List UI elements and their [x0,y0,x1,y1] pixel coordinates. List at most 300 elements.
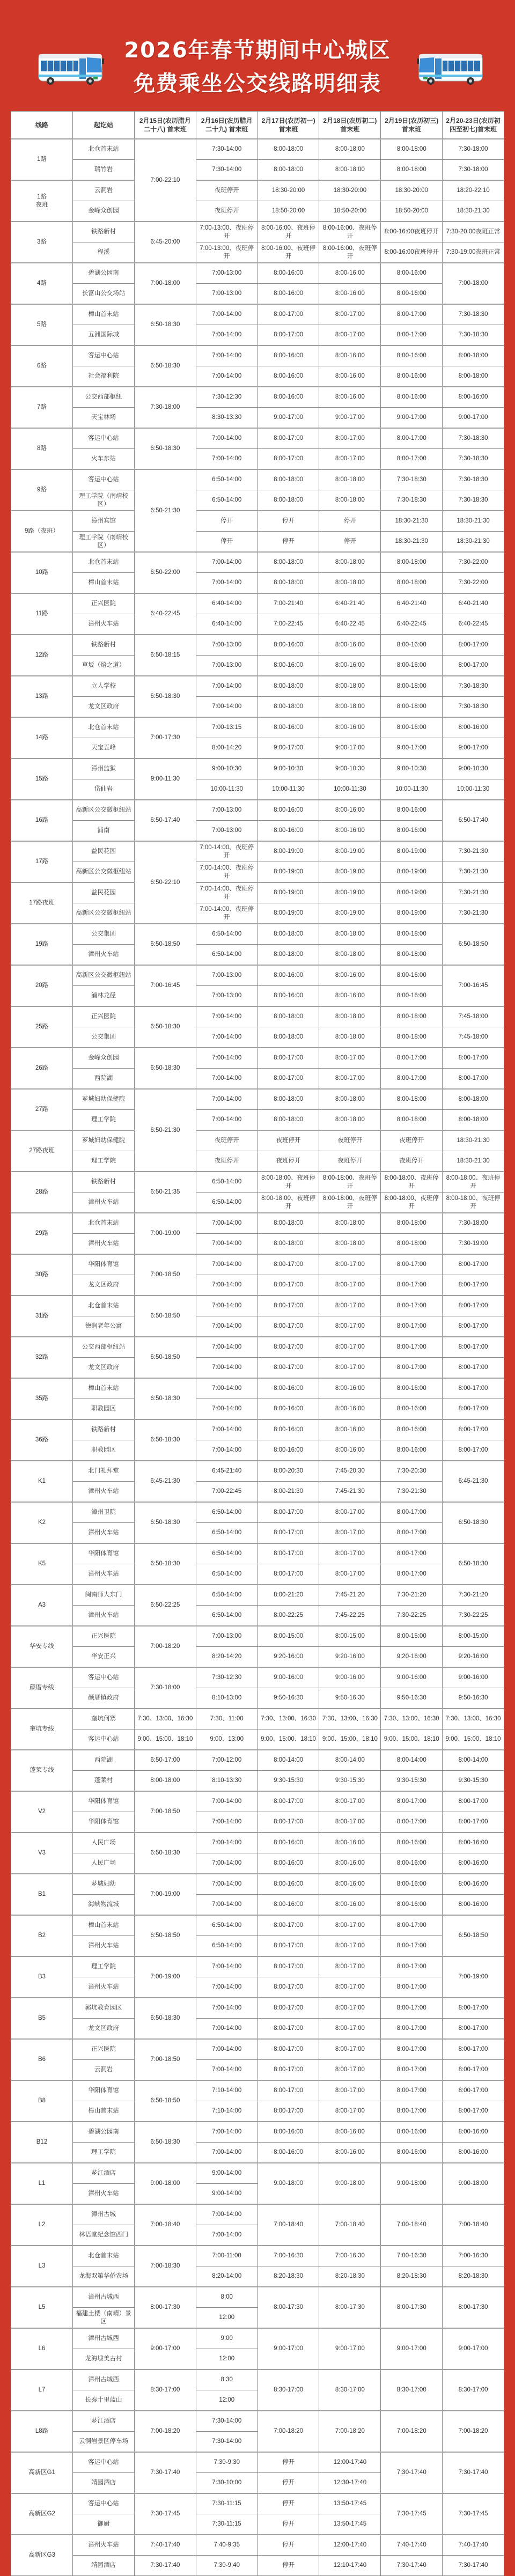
schedule-cell-feb15: 6:50-18:50 [135,1337,196,1378]
station-name-cell: 铁路新村 [73,1419,135,1440]
table-row [11,1419,504,1440]
schedule-cell-feb19: 8:00-16:00 [381,1853,443,1874]
table-row [11,1998,504,2019]
schedule-cell-feb18: 8:00-17:00 [319,2060,381,2081]
schedule-cell-feb19: 8:00-17:00 [381,1915,443,1936]
schedule-cell-feb17: 8:00-19:00 [258,841,319,862]
table-row [11,325,504,346]
table-row [11,242,504,263]
schedule-cell-feb19: 9:00、15:00、18:10 [381,1729,443,1750]
schedule-cell-feb18: 8:00-18:00、夜班停开 [319,1193,381,1213]
table-row [11,1523,504,1544]
schedule-cell-feb19: 8:00-17:00 [381,1977,443,1998]
schedule-cell-feb15: 7:00-19:00 [135,1874,196,1915]
schedule-cell-feb20-23: 8:00-18:00 [443,1110,504,1131]
schedule-cell-feb17: 8:00-16:00 [258,1853,319,1874]
station-name-cell: 客运中心站 [73,1667,135,1688]
route-name-cell: B1 [11,1874,73,1915]
station-name-cell: 樟山首末站 [73,304,135,325]
station-name-cell: 北门礼拜堂 [73,1461,135,1482]
route-name-cell: 32路 [11,1337,73,1378]
schedule-cell-feb16: 7:00-14:00 [196,1378,258,1399]
schedule-cell-feb20-23: 7:30-20:00夜班正常 [443,222,504,242]
schedule-cell-feb20-23: 7:30-18:30 [443,304,504,325]
station-name-cell: 靖园酒店 [73,2473,135,2494]
station-name-cell: 御厨 [73,2514,135,2535]
schedule-cell-feb16: 6:40-14:00 [196,614,258,635]
schedule-cell-feb15: 6:50-18:30 [135,676,196,717]
schedule-cell-feb20-23: 8:00-16:00 [443,1874,504,1895]
schedule-cell-feb16: 8:30-13:30 [196,408,258,429]
schedule-cell-feb17: 停开 [258,2514,319,2535]
station-name-cell: 程溪 [73,242,135,263]
table-row [11,428,504,449]
schedule-cell-feb18: 夜班停开 [319,1130,381,1151]
schedule-cell-feb20-23: 8:00-17:00 [443,635,504,656]
schedule-cell-feb20-23: 8:00-18:00、夜班停开 [443,1193,504,1213]
schedule-cell-feb16: 7:00-14:00 [196,366,258,387]
schedule-cell-feb19: 夜班停开 [381,1130,443,1151]
station-name-cell: 公交集团 [73,1027,135,1048]
schedule-cell-feb15: 7:00-22:10 [135,139,196,222]
schedule-cell-feb17: 8:00-18:00 [258,676,319,697]
schedule-cell-feb18: 8:30-17:00 [319,2369,381,2411]
schedule-cell-feb20-23: 8:00-18:00 [443,1089,504,1110]
schedule-cell-feb18: 8:00-17:00 [319,449,381,470]
station-name-cell: 正兴医院 [73,593,135,614]
station-name-cell: 正兴医院 [73,1626,135,1647]
table-row [11,1337,504,1358]
schedule-cell-feb18: 8:00-18:00 [319,573,381,594]
schedule-cell-feb17: 7:00-16:30 [258,2246,319,2266]
schedule-cell-feb18: 18:50-20:00 [319,201,381,222]
schedule-cell-feb19: 8:00-16:00 [381,284,443,305]
schedule-cell-feb18: 9:00-10:30 [319,759,381,779]
schedule-cell-feb16: 7:00-14:00 [196,1812,258,1833]
station-name-cell: 西院湖 [73,1069,135,1090]
schedule-cell-feb20-23: 8:00-17:00 [443,1358,504,1379]
schedule-cell-feb18: 8:00-18:00、夜班停开 [319,1172,381,1193]
station-name-cell: 漳州火车站 [73,945,135,966]
station-name-cell: 客运中心站 [73,2493,135,2514]
schedule-cell-feb19: 6:40-21:40 [381,593,443,614]
table-row [11,366,504,387]
schedule-cell-feb16: 夜班停开 [196,1151,258,1172]
station-name-cell: 益民花园 [73,841,135,862]
schedule-cell-feb17: 8:00-14:00 [258,1750,319,1771]
schedule-cell-feb20-23: 18:30-21:30 [443,532,504,553]
schedule-cell-feb16: 6:50-14:00 [196,1585,258,1606]
schedule-cell-feb19: 7:30-17:40 [381,2452,443,2493]
station-name-cell: 漳州火车站 [73,1482,135,1503]
schedule-cell-feb18: 9:20-16:00 [319,1647,381,1668]
schedule-cell-feb18: 停开 [319,532,381,553]
route-name-cell: 36路 [11,1419,73,1461]
table-row [11,1709,504,1729]
schedule-cell-feb16: 7:00-14:00 [196,2019,258,2040]
table-row [11,1543,504,1564]
schedule-cell-feb18: 8:00-17:00 [319,1915,381,1936]
schedule-cell-feb17: 8:00-17:00 [258,1915,319,1936]
schedule-cell-feb20-23: 7:30-22:00 [443,552,504,573]
schedule-cell-feb20-23: 9:20-16:00 [443,1647,504,1668]
schedule-cell-feb19: 9:00-16:00 [381,1667,443,1688]
schedule-cell-feb16: 7:00-14:00、夜班停开 [196,841,258,862]
schedule-cell-feb18: 8:00-16:00 [319,1378,381,1399]
schedule-cell-feb19: 夜班停开 [381,1151,443,1172]
schedule-cell-feb16: 7:00-12:00 [196,1750,258,1771]
route-name-cell: 8路 [11,428,73,469]
station-name-cell: 漳州火车站 [73,1193,135,1213]
schedule-cell-feb18: 8:00-17:30 [319,2287,381,2328]
schedule-cell-feb16: 7:30-14:00 [196,2411,258,2432]
schedule-cell-feb17: 8:20-18:30 [258,2266,319,2287]
route-name-cell: 高新区G2 [11,2493,73,2535]
table-row [11,1296,504,1316]
schedule-cell-feb18: 8:00-18:00 [319,1027,381,1048]
schedule-cell-feb19: 8:00-16:00 [381,1419,443,1440]
schedule-cell-feb18: 8:00-16:00 [319,1895,381,1916]
schedule-cell-feb16: 7:00-11:00 [196,2246,258,2266]
schedule-cell-feb17: 8:00-18:00 [258,697,319,718]
schedule-cell-feb15: 7:00-18:30 [135,2246,196,2287]
schedule-cell-feb15: 7:00-16:45 [135,965,196,1006]
schedule-cell-feb19: 8:00-18:00、夜班停开 [381,1172,443,1193]
schedule-cell-feb16: 6:50-14:00 [196,490,258,511]
table-row [11,2143,504,2163]
schedule-cell-feb16: 6:50-14:00 [196,1915,258,1936]
table-row [11,1069,504,1090]
route-name-cell: K2 [11,1502,73,1543]
schedule-cell-feb18: 8:00-17:00 [319,1048,381,1069]
route-name-cell: 华安专线 [11,1626,73,1667]
schedule-cell-feb18: 7:00-16:30 [319,2246,381,2266]
schedule-cell-feb17: 8:00-21:20 [258,1585,319,1606]
table-header-row [11,112,504,139]
schedule-cell-feb18: 8:00-17:00 [319,1316,381,1337]
schedule-cell-feb18: 8:00-16:00 [319,1853,381,1874]
schedule-cell-feb18: 8:00-14:00 [319,1750,381,1771]
schedule-cell-feb18: 8:00-17:00 [319,1523,381,1544]
schedule-cell-feb17: 8:00-18:00 [258,924,319,945]
schedule-cell-feb18: 8:00-17:00 [319,1337,381,1358]
column-header-feb20-23: 2月20-23日(农历初四至初七)首末班 [443,112,504,139]
schedule-cell-feb20-23: 7:30-21:30 [443,882,504,903]
schedule-cell-feb19: 8:00-18:00 [381,552,443,573]
schedule-cell-feb15: 6:50-21:30 [135,1089,196,1172]
route-name-cell: 26路 [11,1048,73,1089]
table-row [11,1461,504,1482]
table-row [11,1358,504,1379]
schedule-cell-feb20-23: 6:50-18:30 [443,1543,504,1585]
table-row [11,139,504,160]
route-name-cell: 29路 [11,1213,73,1254]
station-name-cell: 芗城妇幼 [73,1874,135,1895]
station-name-cell: 华阳体育馆 [73,1791,135,1812]
station-name-cell: 漳州火车站 [73,1977,135,1998]
schedule-cell-feb15: 7:00-18:50 [135,1791,196,1832]
column-header-feb16: 2月16日(农历腊月二十九) 首末班 [196,112,258,139]
schedule-cell-feb16: 夜班停开 [196,1130,258,1151]
schedule-cell-feb19: 8:00-16:00 [381,2143,443,2163]
schedule-cell-feb20-23: 8:00-17:00 [443,1440,504,1461]
schedule-cell-feb15: 7:00-18:00 [135,263,196,304]
schedule-cell-feb18: 8:20-18:30 [319,2266,381,2287]
schedule-cell-feb19: 9:00-17:00 [381,738,443,759]
schedule-cell-feb20-23: 9:00-17:00 [443,738,504,759]
station-name-cell: 漳州宾馆 [73,511,135,532]
route-name-cell: L8路 [11,2411,73,2452]
station-name-cell: 林语堂纪念馆西门 [73,2225,135,2246]
schedule-cell-feb19: 8:00-18:00 [381,160,443,181]
station-name-cell: 云洞岩 [73,2060,135,2081]
schedule-cell-feb16: 7:00-14:00 [196,325,258,346]
schedule-cell-feb16: 7:00-13:15 [196,717,258,738]
schedule-cell-feb17: 9:50-16:30 [258,1688,319,1709]
station-name-cell: 闽南师大东门 [73,1585,135,1606]
schedule-cell-feb16: 7:10-14:00 [196,2101,258,2122]
schedule-cell-feb19: 8:00-18:00 [381,573,443,594]
schedule-cell-feb16: 7:00-14:00 [196,1254,258,1275]
schedule-cell-feb19: 8:00-17:00 [381,428,443,449]
schedule-cell-feb17: 8:30-17:00 [258,2369,319,2411]
station-name-cell: 碧湖公园南 [73,263,135,284]
schedule-cell-feb19: 8:00-17:00 [381,304,443,325]
schedule-cell-feb20-23: 7:30-18:30 [443,697,504,718]
schedule-cell-feb15: 7:30-18:00 [135,387,196,428]
schedule-cell-feb20-23: 6:50-17:40 [443,800,504,841]
schedule-cell-feb17: 8:00-18:00 [258,1089,319,1110]
schedule-cell-feb17: 7:30、13:00、16:30 [258,1709,319,1729]
schedule-cell-feb15: 6:50-18:50 [135,1915,196,1956]
table-row [11,1006,504,1027]
schedule-cell-feb19: 7:30-17:45 [381,2493,443,2535]
schedule-cell-feb17: 8:00-17:00 [258,1275,319,1296]
schedule-cell-feb17: 8:00-16:00 [258,387,319,408]
schedule-cell-feb20-23: 7:30-17:40 [443,2452,504,2493]
station-name-cell: 北仓首末站 [73,717,135,738]
schedule-cell-feb17: 8:00-16:00 [258,1419,319,1440]
schedule-cell-feb17: 8:00-17:00 [258,2101,319,2122]
schedule-cell-feb16: 9:00-10:30 [196,759,258,779]
table-row [11,1399,504,1420]
schedule-cell-feb16: 7:00-13:00 [196,656,258,676]
table-row [11,1812,504,1833]
schedule-cell-feb16: 6:45-21:40 [196,1461,258,1482]
station-name-cell: 客运中心站 [73,345,135,366]
schedule-cell-feb16: 8:20-14:20 [196,1647,258,1668]
schedule-cell-feb17: 9:30-15:30 [258,1771,319,1792]
schedule-cell-feb19: 8:00-18:00 [381,1213,443,1234]
table-row [11,1832,504,1853]
schedule-cell-feb17: 8:00-16:00 [258,800,319,821]
schedule-cell-feb18: 8:00-19:00 [319,882,381,903]
schedule-cell-feb17: 8:00-17:00 [258,1936,319,1957]
table-row [11,1750,504,1771]
table-row [11,924,504,945]
schedule-cell-feb16: 7:00-14:00 [196,428,258,449]
route-name-cell: K1 [11,1461,73,1502]
schedule-cell-feb17: 8:00-18:00 [258,469,319,490]
schedule-cell-feb16: 7:00-14:00、夜班停开 [196,882,258,903]
schedule-cell-feb15: 7:30-17:40 [135,2556,196,2576]
station-name-cell: 正兴医院 [73,2039,135,2060]
table-row [11,1110,504,1131]
schedule-cell-feb20-23: 7:30-19:00 [443,1234,504,1255]
table-row [11,1048,504,1069]
schedule-cell-feb18: 9:00-17:00 [319,2328,381,2369]
table-row [11,903,504,924]
schedule-cell-feb17: 8:00-16:00 [258,1832,319,1853]
schedule-cell-feb17: 9:00-17:00 [258,408,319,429]
schedule-cell-feb19: 8:00-18:00 [381,697,443,718]
schedule-cell-feb15: 6:50-22:00 [135,552,196,593]
table-row [11,1895,504,1916]
schedule-cell-feb15: 6:45-20:00 [135,222,196,263]
table-row [11,1688,504,1709]
station-name-cell: 碧湖公园南 [73,2122,135,2143]
schedule-cell-feb17: 8:00-18:00 [258,1027,319,1048]
schedule-cell-feb16: 7:00-14:00 [196,2060,258,2081]
schedule-cell-feb20-23: 7:00-16:30 [443,2246,504,2266]
schedule-cell-feb16: 7:00-14:00 [196,1895,258,1916]
schedule-cell-feb16: 7:30-14:00 [196,2432,258,2453]
schedule-cell-feb16: 6:50-14:00 [196,924,258,945]
table-row [11,1316,504,1337]
schedule-cell-feb19: 8:00-16:00夜班停开 [381,222,443,242]
schedule-cell-feb16: 6:50-14:00 [196,1606,258,1626]
schedule-cell-feb19: 8:00-17:00 [381,1543,443,1564]
schedule-cell-feb16: 7:00-14:00 [196,2039,258,2060]
route-name-cell: 9路（夜班） [11,511,73,552]
station-name-cell: 益民花园 [73,882,135,903]
schedule-cell-feb15: 7:00-19:00 [135,1213,196,1254]
station-name-cell: 火车东站 [73,449,135,470]
route-name-cell: 1路 夜班 [11,180,73,222]
schedule-cell-feb19: 9:50-16:30 [381,1688,443,1709]
schedule-cell-feb17: 8:00-16:00、夜班停开 [258,242,319,263]
schedule-cell-feb17: 7:00-22:45 [258,614,319,635]
station-name-cell: 理工学院（南靖校区） [73,490,135,511]
schedule-cell-feb16: 停开 [196,532,258,553]
schedule-cell-feb18: 8:00-17:00 [319,428,381,449]
schedule-cell-feb20-23: 8:00-17:00 [443,1048,504,1069]
station-name-cell: 草坂（焙之道） [73,656,135,676]
schedule-cell-feb19: 9:30-15:30 [381,1771,443,1792]
station-name-cell: 华阳体育馆 [73,1254,135,1275]
schedule-cell-feb16: 7:00-14:00 [196,2122,258,2143]
schedule-cell-feb16: 7:00-14:00 [196,449,258,470]
route-name-cell: 高新区G1 [11,2452,73,2493]
route-name-cell: K5 [11,1543,73,1585]
table-row [11,841,504,862]
schedule-cell-feb16: 7:00-14:00 [196,1316,258,1337]
schedule-cell-feb20-23: 18:30-21:30 [443,511,504,532]
schedule-cell-feb15: 7:30、13:00、16:30 [135,1709,196,1729]
schedule-cell-feb15: 6:50-17:00 [135,1750,196,1771]
route-name-cell: 20路 [11,965,73,1006]
schedule-cell-feb19: 8:00-16:00 [381,1378,443,1399]
schedule-cell-feb16: 7:00-14:00 [196,552,258,573]
schedule-cell-feb18: 8:00-16:00 [319,1440,381,1461]
route-name-cell: L3 [11,2246,73,2287]
schedule-cell-feb17: 8:00-20:30 [258,1461,319,1482]
schedule-cell-feb19: 8:00-17:00 [381,2101,443,2122]
station-name-cell: 漳州火车站 [73,2184,135,2205]
schedule-cell-feb17: 8:00-17:00 [258,2060,319,2081]
table-row [11,1482,504,1503]
schedule-cell-feb20-23: 8:00-16:00 [443,2122,504,2143]
schedule-cell-feb16: 7:30、11:00 [196,1709,258,1729]
table-row [11,2556,504,2576]
table-row [11,1564,504,1585]
column-header-feb19: 2月19日(农历初三) 首末班 [381,112,443,139]
schedule-cell-feb18: 8:00-17:00 [319,1358,381,1379]
schedule-cell-feb20-23: 8:00-17:00 [443,1316,504,1337]
schedule-cell-feb15: 6:50-18:30 [135,1419,196,1461]
schedule-cell-feb17: 停开 [258,511,319,532]
schedule-cell-feb17: 8:00-17:00 [258,2019,319,2040]
station-name-cell: 华阳体育馆 [73,1543,135,1564]
station-name-cell: 漳州古城西 [73,2369,135,2390]
schedule-cell-feb15: 6:50-18:50 [135,1296,196,1337]
table-row [11,1626,504,1647]
station-name-cell: 德润老年公寓 [73,1316,135,1337]
schedule-cell-feb16: 8:20-14:00 [196,2266,258,2287]
schedule-cell-feb20-23: 7:00-18:40 [443,2204,504,2246]
schedule-cell-feb16: 9:00 [196,2328,258,2349]
schedule-cell-feb19: 9:20-16:00 [381,1647,443,1668]
station-name-cell: 北仓首末站 [73,139,135,160]
table-row [11,779,504,800]
schedule-cell-feb16: 10:00-11:30 [196,779,258,800]
route-name-cell: B2 [11,1915,73,1956]
schedule-cell-feb17: 8:00-16:00 [258,1378,319,1399]
schedule-cell-feb18: 9:00-18:00 [319,2163,381,2204]
schedule-cell-feb17: 8:00-17:00 [258,1543,319,1564]
table-row [11,1275,504,1296]
schedule-cell-feb16: 7:00-13:00 [196,821,258,842]
schedule-cell-feb16: 7:00-22:45 [196,1482,258,1503]
table-row [11,284,504,305]
schedule-cell-feb17: 7:00-18:20 [258,2411,319,2452]
schedule-cell-feb18: 8:00-17:00 [319,1956,381,1977]
station-name-cell: 理工学院 [73,1151,135,1172]
schedule-cell-feb20-23: 6:50-18:50 [443,1915,504,1956]
table-row [11,862,504,883]
schedule-cell-feb17: 8:00-17:00 [258,1998,319,2019]
schedule-cell-feb20-23: 8:00-17:00 [443,1378,504,1399]
schedule-cell-feb19: 8:00-17:00 [381,1502,443,1523]
schedule-cell-feb20-23: 18:30-21:30 [443,1130,504,1151]
schedule-cell-feb20-23: 8:00-17:00 [443,2101,504,2122]
schedule-cell-feb15: 6:50-22:10 [135,841,196,924]
schedule-cell-feb15: 9:00、15:00、18:10 [135,1729,196,1750]
table-row [11,1667,504,1688]
schedule-cell-feb17: 8:00-17:00 [258,1977,319,1998]
schedule-cell-feb17: 8:00-18:00 [258,139,319,160]
schedule-cell-feb19: 8:00-18:00 [381,1027,443,1048]
schedule-cell-feb19: 8:00-16:00 [381,1895,443,1916]
schedule-cell-feb16: 6:50-14:00 [196,469,258,490]
station-name-cell: 公交集团 [73,924,135,945]
schedule-cell-feb20-23: 7:30-18:00 [443,160,504,181]
schedule-cell-feb16: 7:00-14:00、夜班停开 [196,903,258,924]
schedule-cell-feb19: 8:00-17:00 [381,449,443,470]
schedule-cell-feb16: 7:00-13:00、夜班停开 [196,222,258,242]
schedule-cell-feb15: 6:50-18:30 [135,428,196,469]
schedule-cell-feb16: 12:00 [196,2349,258,2370]
